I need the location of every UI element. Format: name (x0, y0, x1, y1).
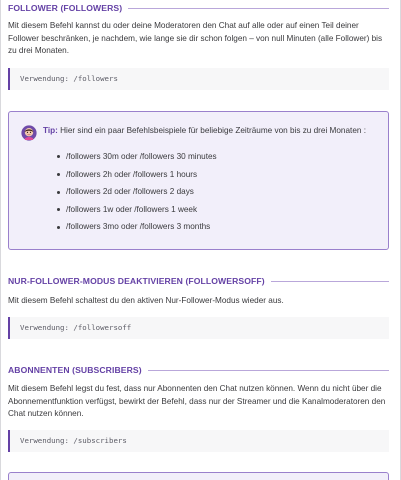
tip-body: Hier sind ein paar Befehlsbeispiele für beliebige Zeiträume von bis zu drei Monaten : (57, 126, 366, 135)
section-heading-followers (8, 3, 389, 13)
tip-label: Tip: (43, 126, 58, 135)
list-item: /followers 2d oder /followers 2 days (57, 183, 217, 201)
section-description: Mit diesem Befehl kannst du oder deine Moderatoren den Chat auf alle oder auf einen Teil deiner Follower beschränken, je nachdem, wie lange sie dir schon folgen – von null Minuten (alle Follower) bis zu drei Monaten. (8, 21, 383, 56)
tip-text (43, 126, 366, 135)
section-title: ABONNENTEN (SUBSCRIBERS) (8, 365, 142, 375)
list-item: /followers 1w oder /followers 1 week (57, 201, 217, 219)
section-description: Mit diesem Befehl legst du fest, dass nur Abonnenten den Chat nutzen können. Wenn du nicht über die Abonnementfunktion verfügst, bewirkt der Befehl, dass nur der Streamer und die Kanalmoderatoren den Chat nutzen können. (8, 384, 386, 419)
list-item: /followers 2h oder /followers 1 hours (57, 166, 217, 184)
section-title: NUR-FOLLOWER-MODUS DEAKTIVIEREN (FOLLOWERSOFF) (8, 276, 265, 286)
list-item: /followers 30m oder /followers 30 minutes (57, 148, 217, 166)
section-title: FOLLOWER (FOLLOWERS) (8, 3, 123, 13)
section-divider (271, 281, 389, 282)
section-divider (148, 370, 389, 371)
usage-code-block: Verwendung: /followersoff (8, 317, 389, 339)
tip-box (8, 111, 389, 250)
section-heading-followersoff (8, 276, 389, 286)
tip-examples-list (57, 148, 217, 236)
avatar-icon (21, 125, 37, 141)
section-divider (128, 8, 389, 9)
section-description: Mit diesem Befehl schaltest du den aktiven Nur-Follower-Modus wieder aus. (8, 296, 284, 305)
usage-code-block: Verwendung: /subscribers (8, 430, 389, 452)
usage-code-block: Verwendung: /followers (8, 68, 389, 90)
tip-box-partial (8, 472, 389, 480)
section-heading-subscribers (8, 365, 389, 375)
list-item: /followers 3mo oder /followers 3 months (57, 218, 217, 236)
